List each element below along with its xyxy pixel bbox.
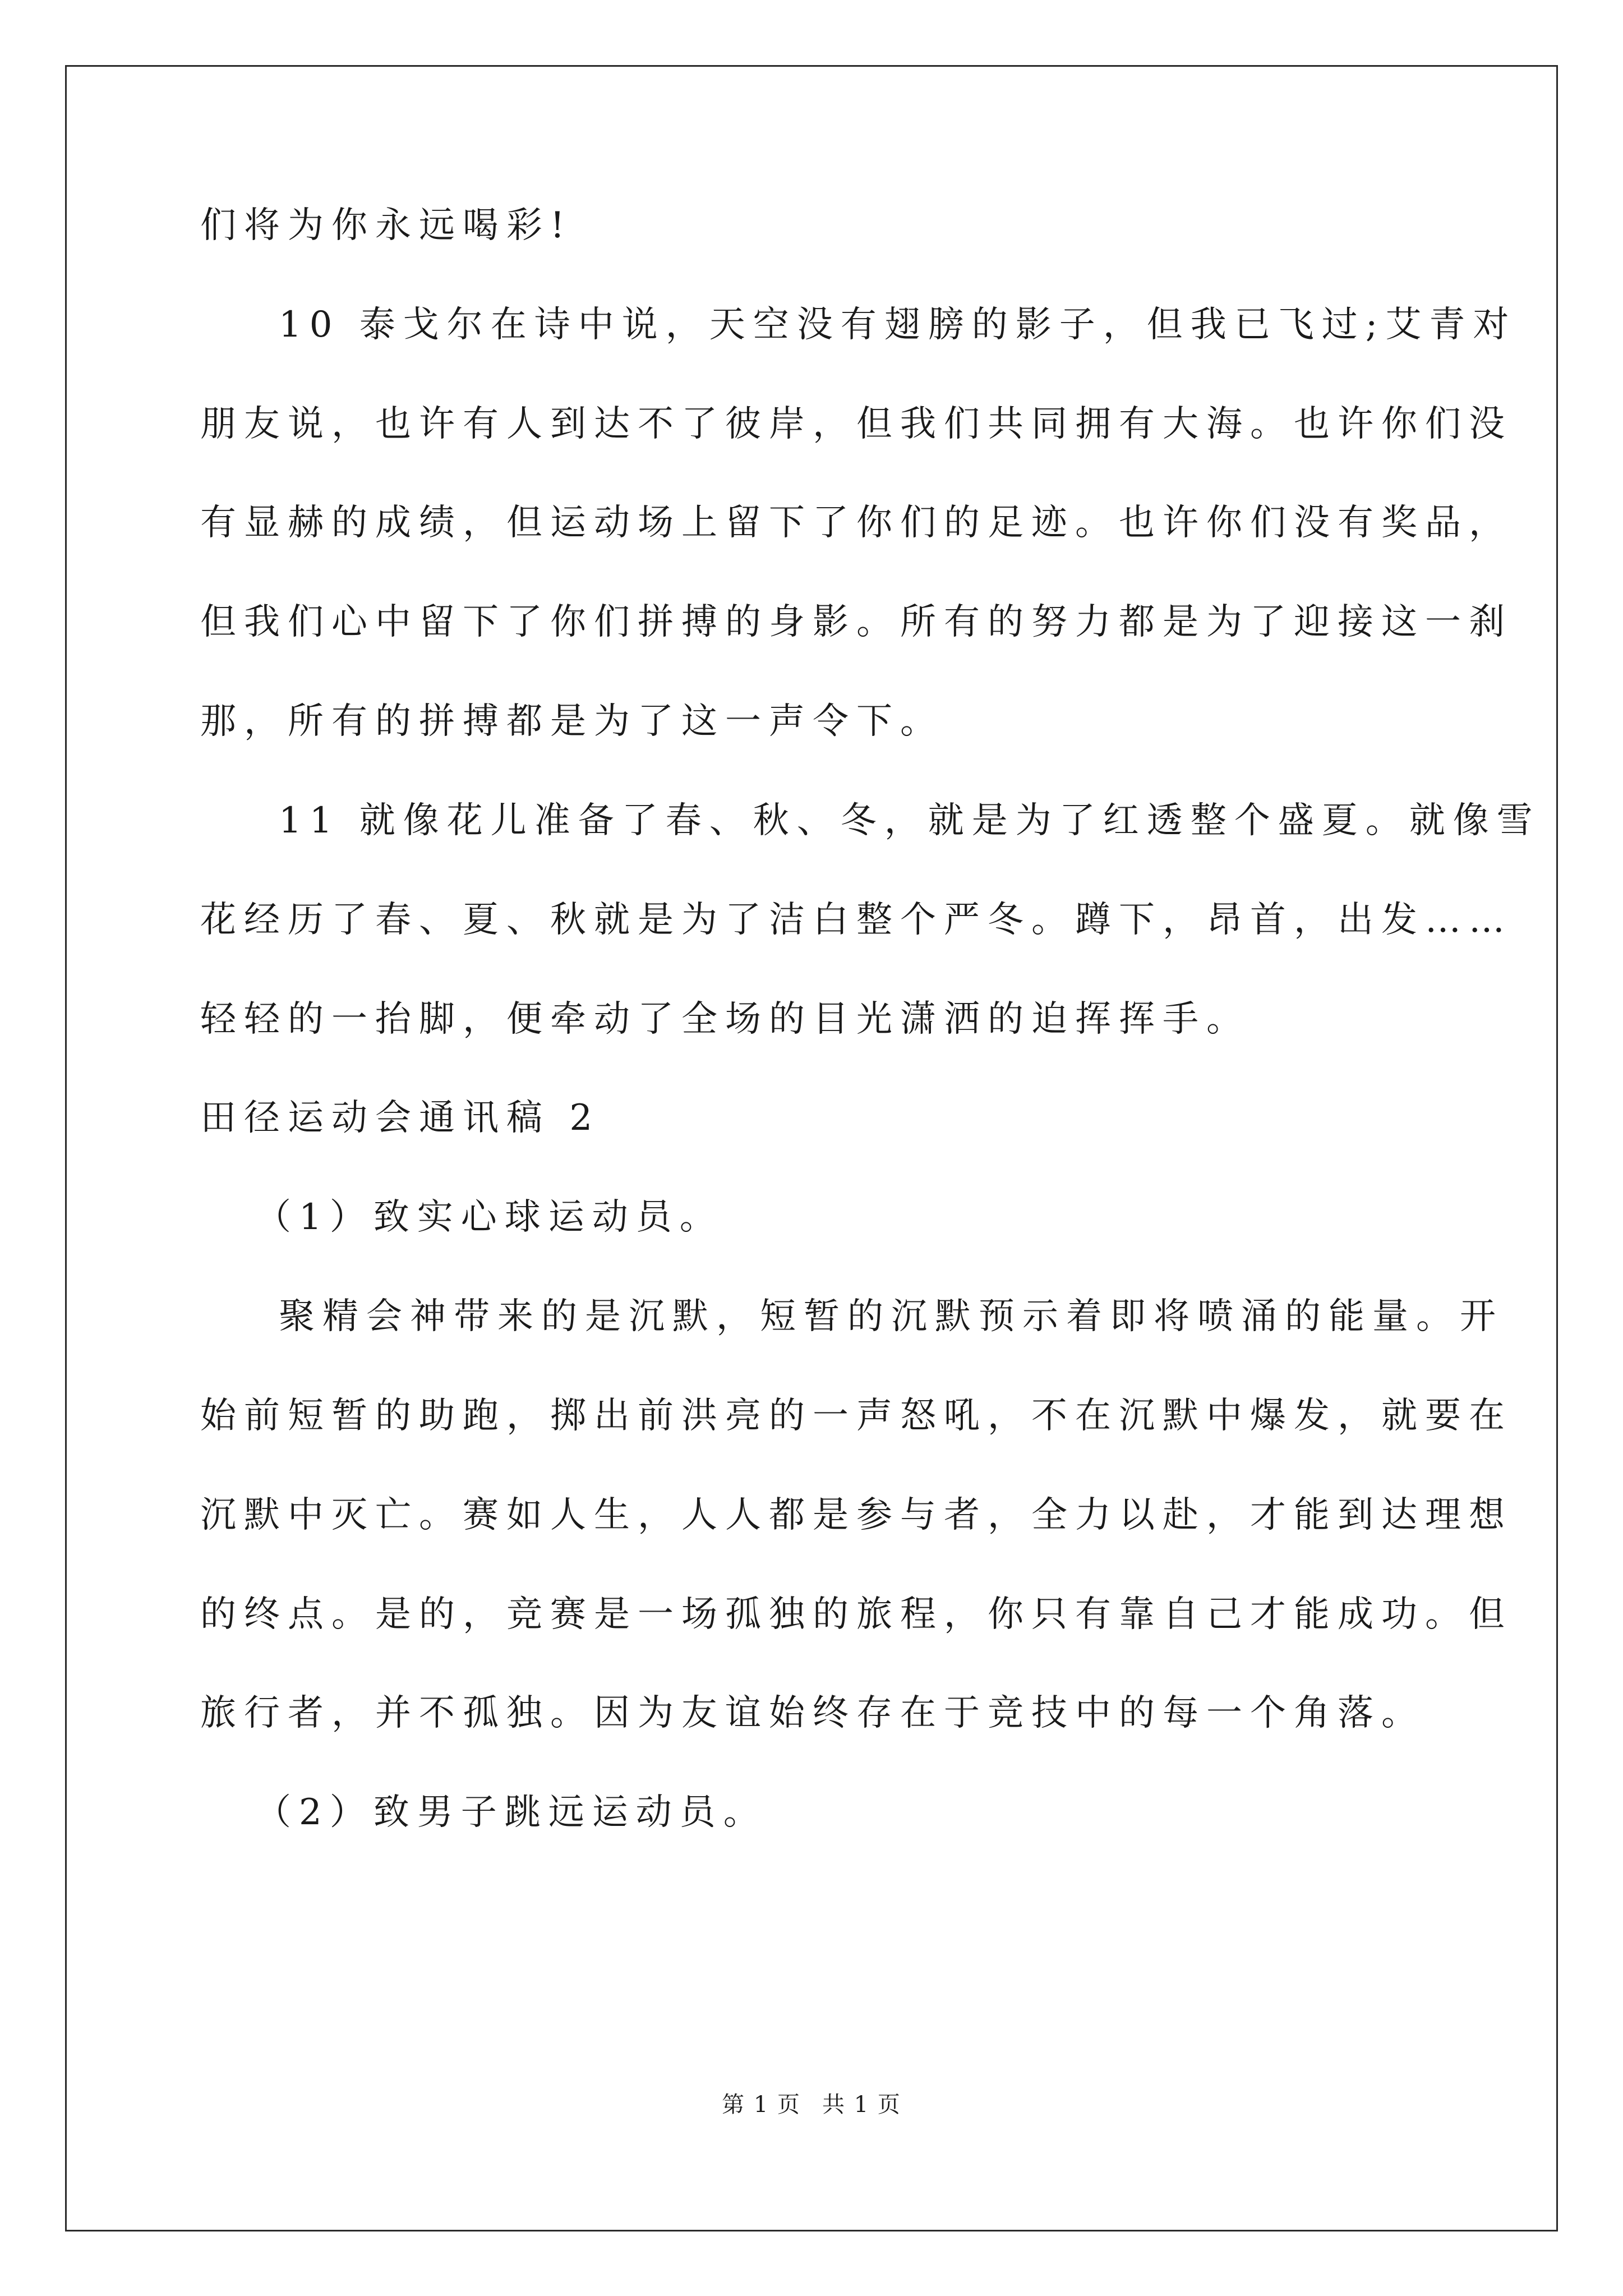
- page-total: 共 1 页: [822, 2092, 901, 2118]
- text-line: 那，所有的拼搏都是为了这一声令下。: [200, 701, 944, 742]
- text-line: 的终点。是的，竞赛是一场孤独的旅程，你只有靠自己才能成功。但: [200, 1594, 1513, 1635]
- subsection-heading: （1）致实心球运动员。: [255, 1197, 723, 1238]
- text-line: 但我们心中留下了你们拼搏的身影。所有的努力都是为了迎接这一刹: [200, 601, 1513, 643]
- page-number: 第 1 页: [722, 2092, 801, 2118]
- text-line: 旅行者，并不孤独。因为友谊始终存在于竞技中的每一个角落。: [200, 1692, 1425, 1734]
- text-line: 轻轻的一抬脚，便牵动了全场的目光潇洒的迫挥挥手。: [200, 999, 1250, 1040]
- text-line: 朋友说，也许有人到达不了彼岸，但我们共同拥有大海。也许你们没: [200, 403, 1513, 445]
- page-footer: [0, 2091, 1623, 2119]
- text-line: 始前短暂的助跑，掷出前洪亮的一声怒吼，不在沉默中爆发，就要在: [200, 1395, 1513, 1437]
- text-line: 有显赫的成绩，但运动场上留下了你们的足迹。也许你们没有奖品，: [200, 502, 1513, 544]
- subsection-heading: （2）致男子跳远运动员。: [255, 1792, 767, 1833]
- text-line: 10 泰戈尔在诗中说，天空没有翅膀的影子，但我已飞过;艾青对: [279, 304, 1517, 346]
- text-line: 花经历了春、夏、秋就是为了洁白整个严冬。蹲下，昂首，出发……: [200, 899, 1513, 941]
- page-border: [65, 65, 1558, 2231]
- text-line: 们将为你永远喝彩!: [200, 205, 573, 246]
- text-line: 沉默中灭亡。赛如人生，人人都是参与者，全力以赴，才能到达理想: [200, 1494, 1513, 1536]
- text-line: 11 就像花儿准备了春、秋、冬，就是为了红透整个盛夏。就像雪: [279, 800, 1541, 841]
- text-line: 聚精会神带来的是沉默，短暂的沉默预示着即将喷涌的能量。开: [279, 1296, 1504, 1337]
- section-heading: 田径运动会通讯稿 2: [200, 1097, 601, 1139]
